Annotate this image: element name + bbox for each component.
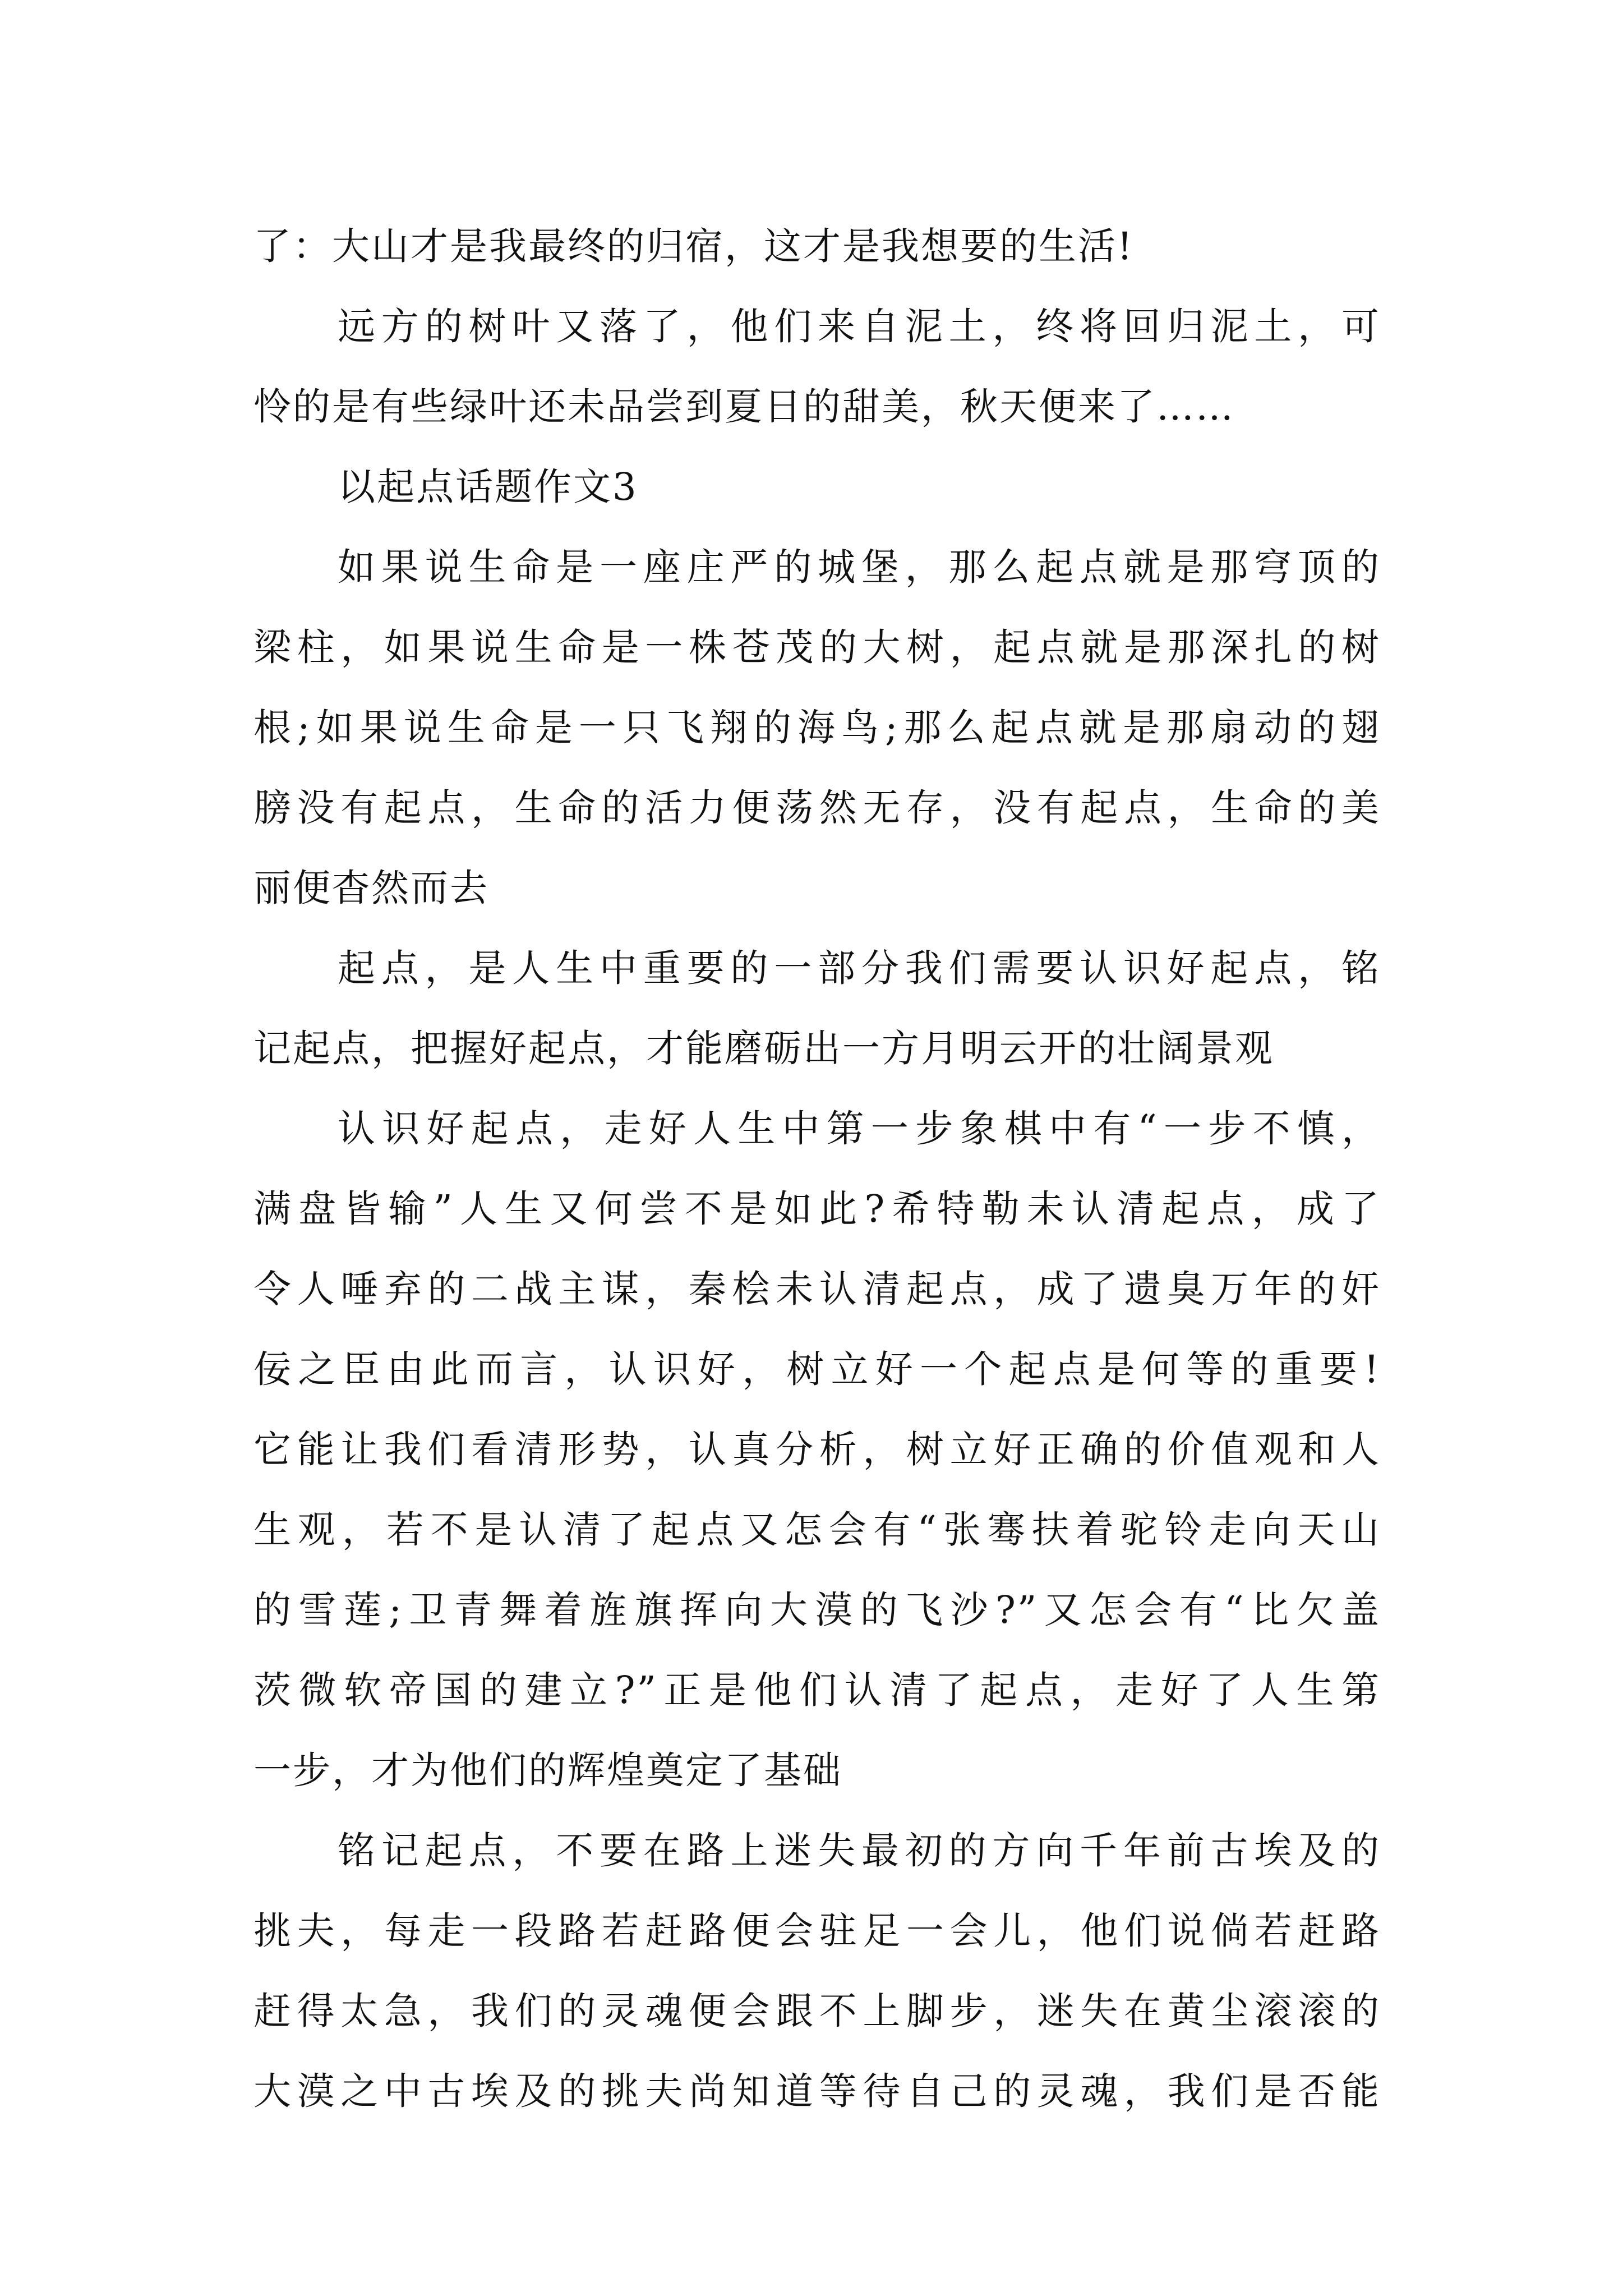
- section-heading: 以起点话题作文3: [338, 465, 638, 509]
- text-line: 了：大山才是我最终的归宿，这才是我想要的生活!: [253, 224, 1134, 268]
- document-body: [253, 206, 1381, 2132]
- text-line: 铭记起点，不要在路上迷失最初的方向千年前古埃及的: [338, 1829, 1381, 1872]
- text-line: 赶得太急，我们的灵魂便会跟不上脚步，迷失在黄尘滚滚的: [253, 1989, 1381, 2033]
- text-line: 认识好起点，走好人生中第一步象棋中有“一步不慎，: [338, 1107, 1381, 1151]
- text-line: 怜的是有些绿叶还未品尝到夏日的甜美，秋天便来了……: [253, 385, 1235, 429]
- text-line: 茨微软帝国的建立?”正是他们认清了起点，走好了人生第: [253, 1668, 1381, 1712]
- text-line: 梁柱，如果说生命是一株苍茂的大树，起点就是那深扎的树: [253, 625, 1381, 669]
- text-line: 如果说生命是一座庄严的城堡，那么起点就是那穹顶的: [338, 545, 1381, 589]
- text-line: 佞之臣由此而言，认识好，树立好一个起点是何等的重要!: [253, 1347, 1381, 1391]
- text-line: 满盘皆输”人生又何尝不是如此?希特勒未认清起点，成了: [253, 1187, 1381, 1231]
- text-line: 远方的树叶又落了，他们来自泥土，终将回归泥土，可: [338, 305, 1381, 348]
- text-line: 一步，才为他们的辉煌奠定了基础: [253, 1749, 842, 1792]
- text-line: 它能让我们看清形势，认真分析，树立好正确的价值观和人: [253, 1428, 1381, 1471]
- text-line: 大漠之中古埃及的挑夫尚知道等待自己的灵魂，我们是否能: [253, 2069, 1381, 2113]
- text-line: 生观，若不是认清了起点又怎会有“张骞扶着驼铃走向天山: [253, 1508, 1381, 1552]
- text-line: 的雪莲;卫青舞着旌旗挥向大漠的飞沙?”又怎会有“比欠盖: [253, 1588, 1381, 1632]
- text-line: 起点，是人生中重要的一部分我们需要认识好起点，铭: [338, 946, 1381, 990]
- text-line: 记起点，把握好起点，才能磨砺出一方月明云开的壮阔景观: [253, 1027, 1274, 1070]
- text-line: 膀没有起点，生命的活力便荡然无存，没有起点，生命的美: [253, 786, 1381, 830]
- text-line: 令人唾弃的二战主谋，秦桧未认清起点，成了遗臭万年的奸: [253, 1267, 1381, 1311]
- text-line: 根;如果说生命是一只飞翔的海鸟;那么起点就是那扇动的翅: [253, 706, 1381, 749]
- text-line: 丽便杳然而去: [253, 866, 489, 910]
- text-line: 挑夫，每走一段路若赶路便会驻足一会儿，他们说倘若赶路: [253, 1909, 1381, 1953]
